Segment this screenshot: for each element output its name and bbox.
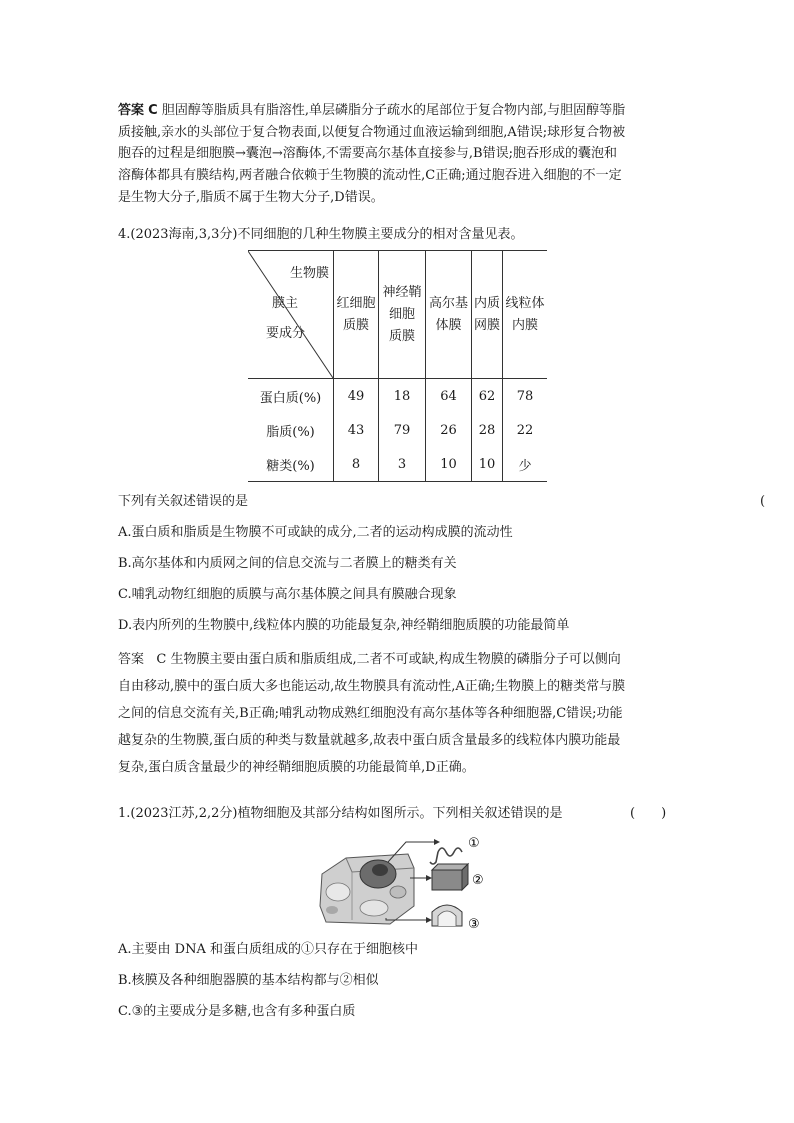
question1-paren: ( ) [630, 806, 667, 821]
answer1-line-3: 胞吞的过程是细胞膜→囊泡→溶酶体,不需要高尔基体直接参与,B错误;胞吞形成的囊泡和 [118, 146, 617, 162]
answer2-line-3: 之间的信息交流有关,B正确;哺乳动物成熟红细胞没有高尔基体等各种细胞器,C错误;功能 [118, 706, 623, 721]
table-row [248, 447, 547, 482]
column-header [379, 251, 426, 379]
figure-label-3: ③ [468, 917, 480, 932]
row-label: 脂质(%) [248, 413, 334, 447]
column-header [472, 251, 503, 379]
table-cell: 26 [426, 413, 472, 447]
question4-option-c[interactable]: C.哺乳动物红细胞的质膜与高尔基体膜之间具有膜融合现象 [118, 587, 457, 602]
column-header-line: 神经鞘 [382, 284, 422, 300]
column-header [334, 251, 379, 379]
table-row [248, 413, 547, 447]
table-cell: 10 [472, 447, 503, 482]
table-cell: 79 [379, 413, 426, 447]
figure-label-2: ② [472, 873, 484, 888]
table-cell: 18 [379, 379, 426, 414]
answer2-text-1: 生物膜主要由蛋白质和脂质组成,二者不可或缺,构成生物膜的磷脂分子可以侧向 [166, 652, 621, 667]
corner-label-bot: 要成分 [266, 326, 306, 341]
answer1-line-5: 是生物大分子,脂质不属于生物大分子,D错误。 [118, 189, 384, 205]
answer1-line-4: 溶酶体都具有膜结构,两者融合依赖于生物膜的流动性,C正确;通过胞吞进入细胞的不一定 [118, 168, 622, 184]
membrane-block-icon [432, 864, 468, 890]
row-label: 蛋白质(%) [248, 379, 334, 414]
table-cell: 22 [516, 422, 534, 438]
column-header-line: 细胞 [388, 306, 415, 322]
answer1-letter: C [148, 103, 158, 118]
table-row [248, 379, 547, 414]
figure-label-1: ① [468, 836, 480, 851]
answer1-line-2: 质接触,亲水的头部位于复合物表面,以便复合物通过血液运输到细胞,A错误;球形复合物被 [118, 124, 626, 140]
membrane-composition-table [248, 250, 547, 482]
column-header-line: 质膜 [388, 328, 415, 344]
answer-explanation-1 [118, 100, 678, 208]
table-cell: 3 [379, 447, 426, 482]
answer2-letter: C [156, 652, 167, 667]
cell-wall-icon [432, 905, 462, 926]
column-header-line: 高尔基 [428, 295, 468, 311]
answer2-line-5: 复杂,蛋白质含量最少的神经鞘细胞质膜的功能最简单,D正确。 [118, 760, 475, 775]
answer2-label: 答案 [118, 652, 145, 667]
question4-option-d[interactable]: D.表内所列的生物膜中,线粒体内膜的功能最复杂,神经鞘细胞质膜的功能最简单 [118, 618, 570, 633]
corner-label-mid: 膜主 [272, 296, 299, 311]
plant-cell-figure [316, 832, 486, 932]
corner-label-top: 生物膜 [289, 266, 329, 281]
table-cell: 64 [426, 379, 472, 414]
answer1-text-1: 胆固醇等脂质具有脂溶性,单层磷脂分子疏水的尾部位于复合物内部,与胆固醇等脂 [157, 103, 626, 118]
table-corner-cell [248, 251, 334, 379]
answer2-line-4: 越复杂的生物膜,蛋白质的种类与数量就越多,故表中蛋白质含量最多的线粒体内膜功能最 [118, 733, 621, 748]
answer2-line-1 [118, 646, 678, 673]
table-cell: 28 [472, 413, 503, 447]
table-header-row [248, 251, 547, 379]
column-header [426, 251, 472, 379]
chromatin-icon [430, 848, 462, 864]
table-cell: 49 [334, 379, 379, 414]
table-cell: 少 [503, 447, 548, 482]
row-label: 糖类(%) [248, 447, 334, 482]
question4-option-b[interactable]: B.高尔基体和内质网之间的信息交流与二者膜上的糖类有关 [118, 556, 457, 571]
answer1-label: 答案 [118, 103, 145, 118]
column-header-line: 内膜 [511, 317, 538, 333]
column-header-line: 质膜 [342, 317, 369, 333]
table-cell: 8 [334, 447, 379, 482]
question4-prompt: 下列有关叙述错误的是 [118, 494, 249, 509]
answer-explanation-2 [118, 646, 678, 781]
plant-cell-illustration [320, 854, 414, 924]
column-header-line: 网膜 [473, 317, 500, 333]
table-cell: 10 [426, 447, 472, 482]
column-header [503, 251, 548, 379]
question1-option-c[interactable]: C.③的主要成分是多糖,也含有多种蛋白质 [118, 1004, 356, 1019]
column-header-line: 内质 [473, 295, 500, 311]
answer1-line-1 [118, 100, 678, 122]
column-header-line: 线粒体 [505, 295, 545, 311]
question4-stem: 4.(2023海南,3,3分)不同细胞的几种生物膜主要成分的相对含量见表。 [118, 227, 524, 242]
table-cell: 62 [472, 379, 503, 414]
table-cell: 43 [334, 413, 379, 447]
question1-option-a[interactable]: A.主要由 DNA 和蛋白质组成的①只存在于细胞核中 [118, 942, 418, 957]
table-cell: 78 [516, 388, 534, 404]
column-header-line: 红细胞 [336, 295, 376, 311]
column-header-line: 体膜 [435, 317, 462, 333]
question4-option-a[interactable]: A.蛋白质和脂质是生物膜不可或缺的成分,二者的运动构成膜的流动性 [118, 525, 513, 540]
question1-option-b[interactable]: B.核膜及各种细胞器膜的基本结构都与②相似 [118, 973, 379, 988]
answer2-line-2: 自由移动,膜中的蛋白质大多也能运动,故生物膜具有流动性,A正确;生物膜上的糖类常与膜 [118, 679, 626, 694]
question1-stem: 1.(2023江苏,2,2分)植物细胞及其部分结构如图所示。下列相关叙述错误的是 [118, 806, 563, 821]
answer-paren: ( [760, 494, 766, 509]
